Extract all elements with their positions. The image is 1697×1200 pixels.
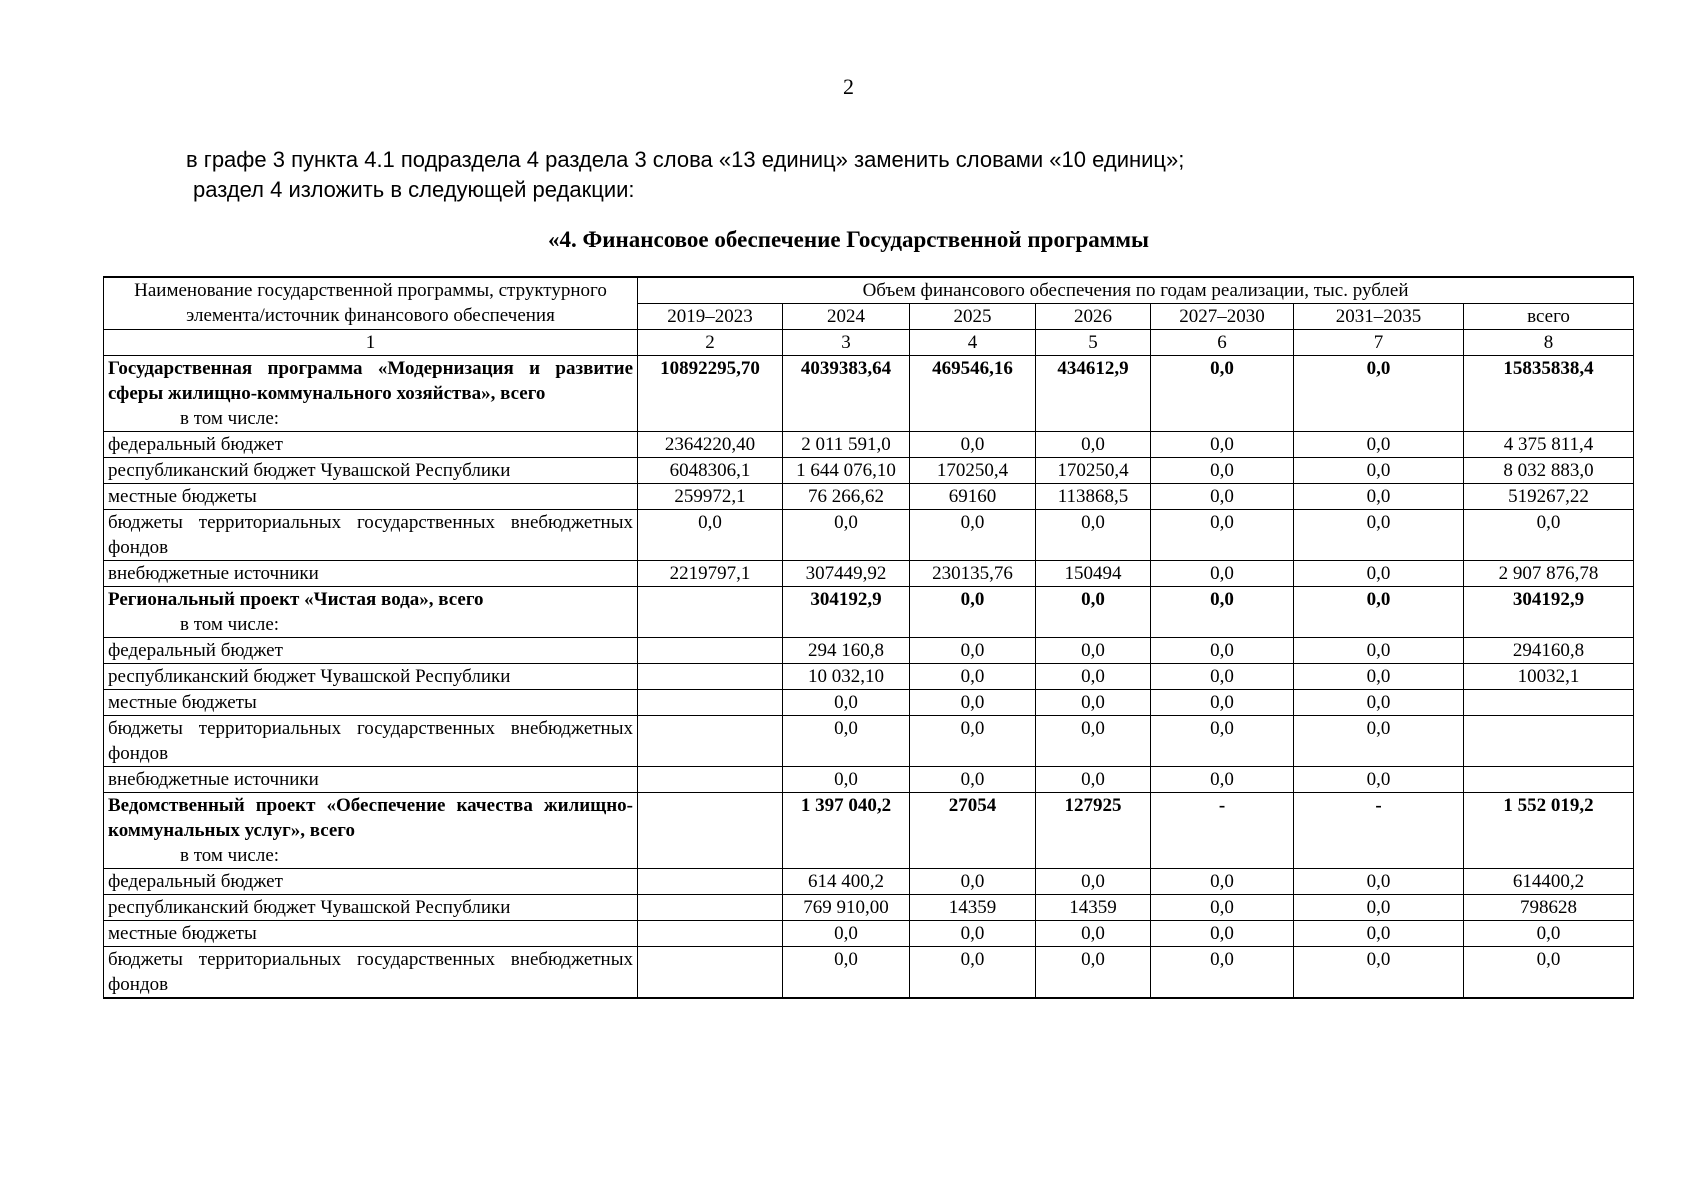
value-cell: 2364220,40 xyxy=(638,432,783,458)
value-cell: 0,0 xyxy=(1294,638,1464,664)
value-cell: 0,0 xyxy=(1036,432,1151,458)
value-cell: 6048306,1 xyxy=(638,458,783,484)
value-cell: 0,0 xyxy=(1294,561,1464,587)
value-cell: 259972,1 xyxy=(638,484,783,510)
table-row xyxy=(104,432,1634,458)
value-cell: 0,0 xyxy=(910,690,1036,716)
value-cell: 0,0 xyxy=(1294,458,1464,484)
header-year-cell: 2024 xyxy=(783,304,910,330)
row-name: внебюджетные источники xyxy=(108,563,319,584)
value-cell: 0,0 xyxy=(1151,895,1294,921)
value-cell: 0,0 xyxy=(1151,767,1294,793)
value-cell: 0,0 xyxy=(1151,458,1294,484)
value-cell: 0,0 xyxy=(1036,767,1151,793)
value-cell: 294 160,8 xyxy=(783,638,910,664)
row-name: федеральный бюджет xyxy=(108,434,283,455)
row-name-cell xyxy=(104,895,638,921)
value-cell: 0,0 xyxy=(1464,510,1634,561)
table-row xyxy=(104,921,1634,947)
value-cell: 230135,76 xyxy=(910,561,1036,587)
row-name: федеральный бюджет xyxy=(108,640,283,661)
table-section-row xyxy=(104,793,1634,869)
row-subtitle: в том числе: xyxy=(180,614,280,635)
value-cell: 0,0 xyxy=(1036,716,1151,767)
value-cell: 307449,92 xyxy=(783,561,910,587)
row-name: федеральный бюджет xyxy=(108,871,283,892)
value-cell: 0,0 xyxy=(1151,561,1294,587)
row-name: внебюджетные источники xyxy=(108,769,319,790)
value-cell: 0,0 xyxy=(1294,510,1464,561)
value-cell: 4 375 811,4 xyxy=(1464,432,1634,458)
row-subtitle: в том числе: xyxy=(180,408,280,429)
value-cell: 0,0 xyxy=(783,716,910,767)
row-name-cell xyxy=(104,638,638,664)
column-number-cell: 6 xyxy=(1151,330,1294,356)
column-number-cell: 1 xyxy=(104,330,638,356)
header-year-cell: 2026 xyxy=(1036,304,1151,330)
table-row xyxy=(104,510,1634,561)
value-cell: 0,0 xyxy=(1036,690,1151,716)
value-cell: 0,0 xyxy=(1464,947,1634,999)
value-cell: 0,0 xyxy=(1036,921,1151,947)
table-row xyxy=(104,947,1634,999)
column-number-cell: 3 xyxy=(783,330,910,356)
value-cell xyxy=(638,716,783,767)
value-cell: 0,0 xyxy=(1151,587,1294,638)
row-name: республиканский бюджет Чувашской Республики xyxy=(108,897,511,918)
value-cell: 769 910,00 xyxy=(783,895,910,921)
value-cell: 614400,2 xyxy=(1464,869,1634,895)
value-cell: 0,0 xyxy=(1151,432,1294,458)
value-cell: 0,0 xyxy=(783,510,910,561)
value-cell: 304192,9 xyxy=(1464,587,1634,638)
value-cell: 0,0 xyxy=(1294,767,1464,793)
column-number-cell: 4 xyxy=(910,330,1036,356)
value-cell xyxy=(638,690,783,716)
value-cell: 0,0 xyxy=(783,947,910,999)
value-cell: 76 266,62 xyxy=(783,484,910,510)
row-name: республиканский бюджет Чувашской Республики xyxy=(108,666,511,687)
value-cell: 0,0 xyxy=(1151,947,1294,999)
value-cell: 0,0 xyxy=(1151,664,1294,690)
row-name-cell xyxy=(104,716,638,767)
row-name-cell xyxy=(104,869,638,895)
row-name: бюджеты территориальных государственных внебюджетных фондов xyxy=(108,512,633,558)
column-numbers-row xyxy=(104,330,1634,356)
table-row xyxy=(104,664,1634,690)
value-cell: 0,0 xyxy=(1151,638,1294,664)
value-cell: 4039383,64 xyxy=(783,356,910,432)
table-row xyxy=(104,716,1634,767)
table-row xyxy=(104,869,1634,895)
value-cell: 10 032,10 xyxy=(783,664,910,690)
header-year-cell: 2019–2023 xyxy=(638,304,783,330)
value-cell: 519267,22 xyxy=(1464,484,1634,510)
value-cell: 2 011 591,0 xyxy=(783,432,910,458)
value-cell xyxy=(638,869,783,895)
value-cell: 434612,9 xyxy=(1036,356,1151,432)
intro-line-1: в графе 3 пункта 4.1 подраздела 4 раздела 3 слова «13 единиц» заменить словами «10 единиц»; xyxy=(186,147,1185,172)
table-body xyxy=(104,356,1634,999)
value-cell: 614 400,2 xyxy=(783,869,910,895)
column-number-cell: 8 xyxy=(1464,330,1634,356)
value-cell: 0,0 xyxy=(1151,921,1294,947)
value-cell: 0,0 xyxy=(783,921,910,947)
value-cell: 0,0 xyxy=(1294,869,1464,895)
value-cell: 0,0 xyxy=(1036,510,1151,561)
row-name-cell xyxy=(104,921,638,947)
table-row xyxy=(104,638,1634,664)
header-total-cell: всего xyxy=(1464,304,1634,330)
value-cell xyxy=(638,664,783,690)
column-number-cell: 5 xyxy=(1036,330,1151,356)
row-name: республиканский бюджет Чувашской Республики xyxy=(108,460,511,481)
value-cell: 0,0 xyxy=(910,432,1036,458)
value-cell: 0,0 xyxy=(1294,690,1464,716)
value-cell: 0,0 xyxy=(1294,716,1464,767)
value-cell xyxy=(638,767,783,793)
header-row xyxy=(104,277,1634,304)
header-name-cell: Наименование государственной программы, структурного элемента/источник финансового обеспечения xyxy=(104,277,638,330)
value-cell: 0,0 xyxy=(910,869,1036,895)
value-cell xyxy=(638,895,783,921)
value-cell: 150494 xyxy=(1036,561,1151,587)
table-row xyxy=(104,561,1634,587)
table-row xyxy=(104,458,1634,484)
value-cell: - xyxy=(1294,793,1464,869)
row-name: Государственная программа «Модернизация и развитие сферы жилищно-коммунального хозяйства», всего xyxy=(108,358,633,404)
row-name-cell xyxy=(104,793,638,869)
row-name: бюджеты территориальных государственных внебюджетных фондов xyxy=(108,949,633,995)
value-cell: 14359 xyxy=(910,895,1036,921)
value-cell: 0,0 xyxy=(1036,638,1151,664)
value-cell: 0,0 xyxy=(1294,432,1464,458)
value-cell: 469546,16 xyxy=(910,356,1036,432)
row-name: Региональный проект «Чистая вода», всего xyxy=(108,589,484,610)
header-year-cell: 2027–2030 xyxy=(1151,304,1294,330)
value-cell: 10032,1 xyxy=(1464,664,1634,690)
value-cell: 0,0 xyxy=(1036,587,1151,638)
value-cell: 0,0 xyxy=(1294,356,1464,432)
row-name: местные бюджеты xyxy=(108,923,257,944)
row-name-cell xyxy=(104,458,638,484)
value-cell: 304192,9 xyxy=(783,587,910,638)
value-cell xyxy=(638,947,783,999)
table-section-row xyxy=(104,587,1634,638)
table-row xyxy=(104,690,1634,716)
value-cell xyxy=(638,638,783,664)
value-cell: 0,0 xyxy=(1464,921,1634,947)
value-cell: 8 032 883,0 xyxy=(1464,458,1634,484)
value-cell: 0,0 xyxy=(1294,587,1464,638)
row-name-cell xyxy=(104,664,638,690)
value-cell xyxy=(1464,767,1634,793)
value-cell: 0,0 xyxy=(1294,664,1464,690)
value-cell: 0,0 xyxy=(1036,869,1151,895)
value-cell: 0,0 xyxy=(1036,664,1151,690)
value-cell: 2219797,1 xyxy=(638,561,783,587)
table-row xyxy=(104,484,1634,510)
value-cell: 0,0 xyxy=(1294,895,1464,921)
value-cell xyxy=(638,793,783,869)
row-name: местные бюджеты xyxy=(108,486,257,507)
value-cell xyxy=(1464,716,1634,767)
financing-table xyxy=(103,276,1634,999)
intro-line-2: раздел 4 изложить в следующей редакции: xyxy=(193,177,635,202)
value-cell: 0,0 xyxy=(783,767,910,793)
row-name-cell xyxy=(104,561,638,587)
header-volume-cell: Объем финансового обеспечения по годам реализации, тыс. рублей xyxy=(638,277,1634,304)
row-name: местные бюджеты xyxy=(108,692,257,713)
value-cell: 127925 xyxy=(1036,793,1151,869)
value-cell: 0,0 xyxy=(910,638,1036,664)
value-cell: 113868,5 xyxy=(1036,484,1151,510)
row-name-cell xyxy=(104,432,638,458)
value-cell xyxy=(638,587,783,638)
row-name-cell xyxy=(104,484,638,510)
value-cell: 0,0 xyxy=(910,947,1036,999)
value-cell: 170250,4 xyxy=(1036,458,1151,484)
header-year-cell: 2031–2035 xyxy=(1294,304,1464,330)
row-name-cell xyxy=(104,510,638,561)
value-cell: 1 644 076,10 xyxy=(783,458,910,484)
row-name: Ведомственный проект «Обеспечение качества жилищно-коммунальных услуг», всего xyxy=(108,795,633,841)
value-cell: 0,0 xyxy=(1151,869,1294,895)
value-cell: 294160,8 xyxy=(1464,638,1634,664)
value-cell: 0,0 xyxy=(910,510,1036,561)
value-cell: 0,0 xyxy=(1151,484,1294,510)
value-cell: 0,0 xyxy=(910,716,1036,767)
value-cell: - xyxy=(1151,793,1294,869)
value-cell: 10892295,70 xyxy=(638,356,783,432)
table-section-row xyxy=(104,356,1634,432)
value-cell xyxy=(1464,690,1634,716)
row-name: бюджеты территориальных государственных внебюджетных фондов xyxy=(108,718,633,764)
value-cell: 2 907 876,78 xyxy=(1464,561,1634,587)
table-row xyxy=(104,767,1634,793)
value-cell: 170250,4 xyxy=(910,458,1036,484)
value-cell: 0,0 xyxy=(910,921,1036,947)
value-cell: 0,0 xyxy=(1294,484,1464,510)
row-name-cell xyxy=(104,690,638,716)
table-row xyxy=(104,895,1634,921)
value-cell: 69160 xyxy=(910,484,1036,510)
row-subtitle: в том числе: xyxy=(180,845,280,866)
value-cell: 0,0 xyxy=(910,664,1036,690)
value-cell: 27054 xyxy=(910,793,1036,869)
row-name-cell xyxy=(104,587,638,638)
column-number-cell: 2 xyxy=(638,330,783,356)
value-cell: 0,0 xyxy=(638,510,783,561)
value-cell: 0,0 xyxy=(910,587,1036,638)
value-cell: 0,0 xyxy=(1151,510,1294,561)
column-number-cell: 7 xyxy=(1294,330,1464,356)
value-cell: 14359 xyxy=(1036,895,1151,921)
value-cell: 0,0 xyxy=(1294,921,1464,947)
value-cell: 15835838,4 xyxy=(1464,356,1634,432)
row-name-cell xyxy=(104,356,638,432)
value-cell: 0,0 xyxy=(910,767,1036,793)
value-cell: 0,0 xyxy=(783,690,910,716)
value-cell xyxy=(638,921,783,947)
value-cell: 0,0 xyxy=(1151,690,1294,716)
value-cell: 0,0 xyxy=(1151,356,1294,432)
value-cell: 1 397 040,2 xyxy=(783,793,910,869)
value-cell: 1 552 019,2 xyxy=(1464,793,1634,869)
row-name-cell xyxy=(104,767,638,793)
page-number: 2 xyxy=(843,74,854,99)
value-cell: 0,0 xyxy=(1294,947,1464,999)
value-cell: 0,0 xyxy=(1036,947,1151,999)
header-year-cell: 2025 xyxy=(910,304,1036,330)
section-title: «4. Финансовое обеспечение Государственной программы xyxy=(548,227,1149,252)
value-cell: 798628 xyxy=(1464,895,1634,921)
value-cell: 0,0 xyxy=(1151,716,1294,767)
row-name-cell xyxy=(104,947,638,999)
